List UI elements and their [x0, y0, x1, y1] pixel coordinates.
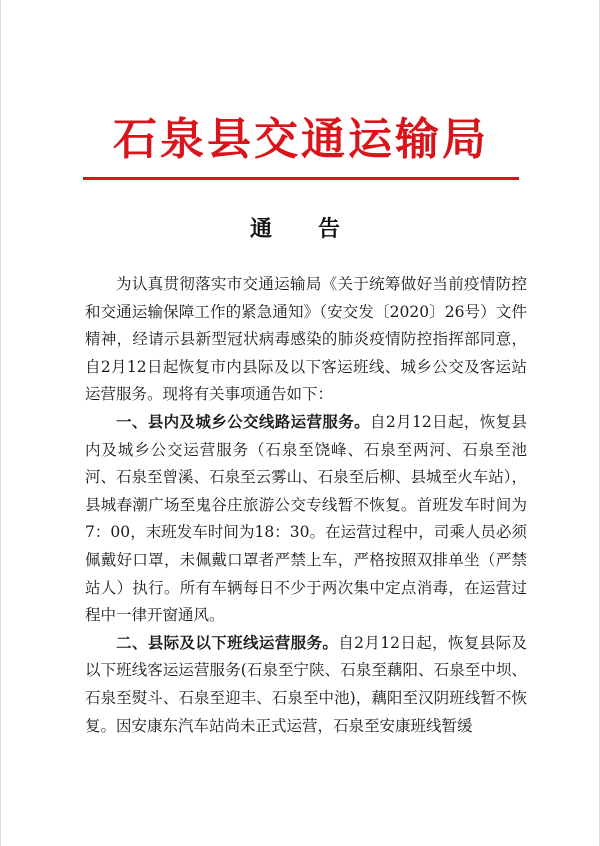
- section-heading: 二、县际及以下班线运营服务。: [116, 633, 339, 652]
- paragraph-text: 自2月12日起，恢复县内及城乡公交运营服务（石泉至饶峰、石泉至两河、石泉至池河、石泉至曾溪、石泉至云雾山、石泉至后柳、县城至火车站），县城春潮广场至鬼谷庄旅游公交专线暂不恢复。首班发车时间为7：00，末班发车时间为18：30。在运营过程中，司乘人员必须佩戴好口罩，未佩戴口罩者严禁上车，严格按照双排单坐（严禁站人）执行。所有车辆每日不少于两次集中定点消毒，在运营过程中一律开窗通风。: [85, 412, 527, 625]
- section-heading: 一、县内及城乡公交线路运营服务。: [116, 412, 371, 431]
- paragraph-text: 自2月12日起，恢复县际及以下班线客运运营服务(石泉至宁陕、石泉至藕阳、石泉至中坝、石泉至熨斗、石泉至迎丰、石泉至中池)，藕阳至汉阴班线暂不恢复。因安康东汽车站尚未正式运营，石泉至安康班线暂缓: [85, 633, 527, 735]
- paragraph-section-2: [85, 630, 527, 740]
- red-divider-line: [83, 177, 519, 180]
- paragraph-intro: [85, 271, 527, 409]
- letterhead-title: 石泉县交通运输局: [113, 114, 489, 165]
- paragraph-text: 为认真贯彻落实市交通运输局《关于统筹做好当前疫情防控和交通运输保障工作的紧急通知》（安交发〔2020〕26号）文件精神，经请示县新型冠状病毒感染的肺炎疫情防控指挥部同意，自2月12日起恢复市内县际及以下客运班线、城乡公交及客运站运营服务。现将有关事项通告如下：: [85, 275, 527, 404]
- notice-body: [85, 271, 527, 740]
- notice-title: 通 告: [249, 216, 352, 242]
- paragraph-section-1: [85, 409, 527, 630]
